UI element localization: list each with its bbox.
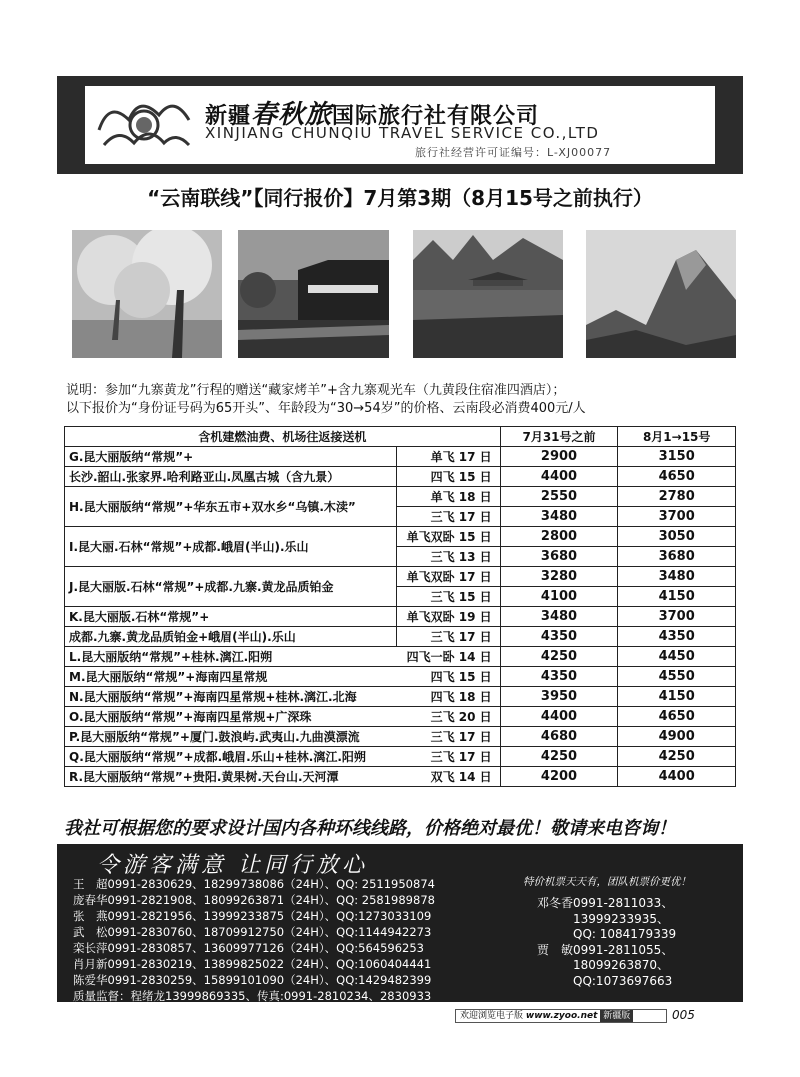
footer-browse: 欢迎浏览电子版: [460, 1011, 524, 1021]
table-row: [65, 447, 736, 467]
table-row: [65, 627, 736, 647]
departure-cell: 单飞 17 日: [396, 447, 500, 467]
route-cell: H.昆大丽版纳“常规”+华东五市+双水乡“乌镇.木渎”: [65, 487, 397, 527]
route-cell: M.昆大丽版纳“常规”+海南四星常规: [65, 667, 397, 687]
departure-cell: 四飞 15 日: [396, 467, 500, 487]
departure-cell: 单飞双卧 15 日: [396, 527, 500, 547]
table-row: [65, 487, 736, 507]
staff-contact: 庞春华0991-2821908、18099263871（24H）、QQ: 2581989878: [73, 893, 435, 907]
price-cell: 2780: [618, 487, 736, 507]
route-cell: 长沙.韶山.张家界.哈利路亚山.凤凰古城（含九景）: [65, 467, 397, 487]
license-number: 旅行社经营许可证编号：L-XJ00077: [415, 146, 612, 159]
price-cell: 3680: [618, 547, 736, 567]
route-cell: I.昆大丽.石林“常规”+成都.峨眉(半山).乐山: [65, 527, 397, 567]
agent-contact: 邓冬香0991-2811033、: [537, 896, 674, 910]
price-cell: 3050: [618, 527, 736, 547]
route-cell: L.昆大丽版纳“常规”+桂林.漓江.阳朔: [65, 647, 397, 667]
price-cell: 4550: [618, 667, 736, 687]
agent-contact: QQ: 1084179339: [573, 927, 677, 941]
price-cell: 4900: [618, 727, 736, 747]
price-cell: 3480: [500, 507, 618, 527]
price-cell: 4350: [500, 627, 618, 647]
company-brand2: 旅: [305, 100, 333, 130]
departure-cell: 单飞双卧 17 日: [396, 567, 500, 587]
price-cell: 3280: [500, 567, 618, 587]
table-row: [65, 727, 736, 747]
table-row: [65, 467, 736, 487]
agent-contact: 贾 敏0991-2811055、: [537, 942, 674, 957]
route-cell: Q.昆大丽版纳“常规”+成都.峨眉.乐山+桂林.漓江.阳朔: [65, 747, 397, 767]
departure-cell: 四飞 18 日: [396, 687, 500, 707]
route-cell: J.昆大丽版.石林“常规”+成都.九寨.黄龙品质铂金: [65, 567, 397, 607]
price-cell: 4680: [500, 727, 618, 747]
slogan: 我社可根据您的要求设计国内各种环线线路，价格绝对最优！敬请来电咨询！: [64, 818, 676, 839]
price-cell: 3150: [618, 447, 736, 467]
price-cell: 2800: [500, 527, 618, 547]
departure-cell: 四飞一卧 14 日: [396, 647, 500, 667]
staff-contact: 武 松0991-2830760、18709912750（24H）、QQ:1144942273: [73, 925, 432, 939]
price-cell: 4650: [618, 707, 736, 727]
departure-cell: 四飞 15 日: [396, 667, 500, 687]
price-cell: 4650: [618, 467, 736, 487]
departure-cell: 三飞 17 日: [396, 627, 500, 647]
footer-site[interactable]: www.zyoo.net: [525, 1011, 598, 1021]
departure-cell: 三飞 17 日: [396, 747, 500, 767]
note-line-1: 说明：参加“九寨黄龙”行程的赠送“藏家烤羊”+含九寨观光车（九黄段住宿准四酒店）；: [66, 383, 566, 398]
table-row: [65, 607, 736, 627]
staff-contact: 肖月新0991-2830219、13899825022（24H）、QQ:1060404441: [73, 957, 432, 971]
agent-contact: 13999233935、: [573, 911, 669, 926]
table-row: [65, 527, 736, 547]
agent-contact: QQ:1073697663: [573, 973, 673, 988]
price-table: [64, 426, 736, 787]
promo-text: 特价机票天天有，团队机票价更优！: [523, 876, 691, 888]
price-cell: 3700: [618, 507, 736, 527]
price-cell: 3700: [618, 607, 736, 627]
price-cell: 4400: [618, 767, 736, 787]
footer-bar: [455, 1009, 667, 1023]
price-cell: 4400: [500, 467, 618, 487]
lake-pavilion-photo: [413, 230, 563, 358]
staff-contact: 王 超0991-2830629、18299738086（24H）、QQ: 2511950874: [73, 877, 435, 891]
price-cell: 4250: [500, 747, 618, 767]
staff-list: [73, 876, 435, 1004]
header-price-1: 7月31号之前: [500, 427, 618, 447]
price-cell: 4350: [500, 667, 618, 687]
table-row: [65, 767, 736, 787]
price-cell: 2550: [500, 487, 618, 507]
price-cell: 4150: [618, 687, 736, 707]
cloud-logo-icon: [89, 90, 199, 160]
company-suffix: 国际旅行社有限公司: [332, 104, 540, 129]
agent-contact: 18099263870、: [573, 958, 669, 972]
table-row: [65, 707, 736, 727]
route-cell: N.昆大丽版纳“常规”+海南四星常规+桂林.漓江.北海: [65, 687, 397, 707]
page-number: 005: [672, 1008, 695, 1022]
price-cell: 2900: [500, 447, 618, 467]
header-panel: [85, 86, 715, 164]
price-cell: 4250: [500, 647, 618, 667]
company-prefix: 新疆: [205, 104, 252, 129]
route-cell: R.昆大丽版纳“常规”+贵阳.黄果树.天台山.天河潭: [65, 767, 397, 787]
table-header-row: [65, 427, 736, 447]
table-body: [65, 447, 736, 787]
departure-cell: 双飞 14 日: [396, 767, 500, 787]
mountain-peak-photo: [586, 230, 736, 358]
route-cell: P.昆大丽版纳“常规”+厦门.鼓浪屿.武夷山.九曲漠漂流: [65, 727, 397, 747]
header-route: 含机建燃油费、机场往返接送机: [65, 427, 501, 447]
blossom-tree-photo: [72, 230, 222, 358]
table-row: [65, 567, 736, 587]
price-cell: 4350: [618, 627, 736, 647]
departure-cell: 三飞 15 日: [396, 587, 500, 607]
footer-tag: 新疆版: [600, 1010, 633, 1022]
company-brand: 春秋: [251, 100, 306, 130]
night-town-photo: [238, 230, 389, 358]
route-cell: G.昆大丽版纳“常规”+: [65, 447, 397, 467]
header-price-2: 8月1→15号: [618, 427, 736, 447]
table-row: [65, 687, 736, 707]
table-row: [65, 667, 736, 687]
contact-panel: [57, 844, 743, 1002]
price-cell: 4450: [618, 647, 736, 667]
price-cell: 3480: [500, 607, 618, 627]
route-cell: 成都.九寨.黄龙品质铂金+峨眉(半山).乐山: [65, 627, 397, 647]
table-row: [65, 747, 736, 767]
header-banner: [57, 76, 743, 174]
route-cell: O.昆大丽版纳“常规”+海南四星常规+广深珠: [65, 707, 397, 727]
departure-cell: 三飞 13 日: [396, 547, 500, 567]
departure-cell: 单飞双卧 19 日: [396, 607, 500, 627]
price-cell: 4200: [500, 767, 618, 787]
price-cell: 4100: [500, 587, 618, 607]
ticket-agents: [537, 896, 676, 989]
staff-contact: 张 燕0991-2821956、13999233875（24H）、QQ:1273033109: [73, 909, 432, 923]
departure-cell: 单飞 18 日: [396, 487, 500, 507]
staff-contact: 质量监督：程绪龙13999869335、传真:0991-2810234、2830933: [73, 989, 432, 1003]
departure-cell: 三飞 20 日: [396, 707, 500, 727]
contact-title: 令游客满意 让同行放心: [97, 853, 368, 878]
price-cell: 3480: [618, 567, 736, 587]
staff-contact: 栾长萍0991-2830857、13609977126（24H）、QQ:564596253: [73, 941, 424, 955]
company-name-en: XINJIANG CHUNQIU TRAVEL SERVICE CO.,LTD: [205, 124, 600, 142]
staff-contact: 陈爱华0991-2830259、15899101090（24H）、QQ:1429482399: [73, 973, 432, 987]
price-cell: 3680: [500, 547, 618, 567]
note-line-2: 以下报价为“身份证号码为65开头”、年龄段为“30→54岁”的价格、云南段必消费400元/人: [66, 401, 586, 416]
price-cell: 4250: [618, 747, 736, 767]
route-cell: K.昆大丽版.石林“常规”+: [65, 607, 397, 627]
price-cell: 4400: [500, 707, 618, 727]
departure-cell: 三飞 17 日: [396, 507, 500, 527]
price-cell: 4150: [618, 587, 736, 607]
departure-cell: 三飞 17 日: [396, 727, 500, 747]
table-row: [65, 647, 736, 667]
price-cell: 3950: [500, 687, 618, 707]
note-text: [66, 382, 586, 418]
page-title: “云南联线”【同行报价】7月第3期（8月15号之前执行）: [147, 186, 653, 210]
